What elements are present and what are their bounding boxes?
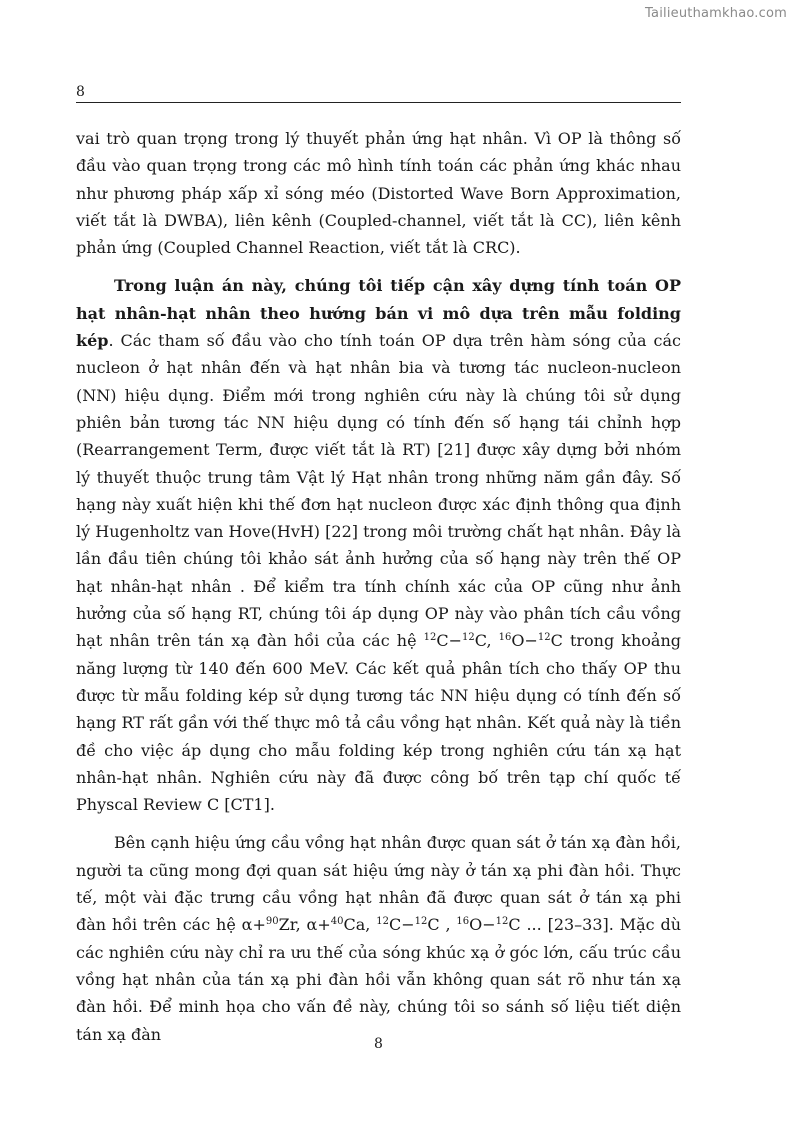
nucleus-symbol: Zr, bbox=[278, 915, 307, 935]
nucleus-symbol: α+ bbox=[306, 915, 331, 935]
mass-number: 12 bbox=[537, 632, 551, 644]
watermark: Tailieuthamkhao.com bbox=[645, 6, 787, 21]
mass-number: 16 bbox=[456, 916, 470, 928]
mass-number: 12 bbox=[414, 916, 428, 928]
paragraph-3 bbox=[76, 829, 681, 1047]
paragraph-2-text-end: C trong khoảng năng lượng từ 140 đến 600 MeV. Các kết quả phân tích cho thấy OP thu được từ mẫu folding kép sử dụng tương tác NN hiệu dụng có tính đến số hạng RT rất gần với thế thực mô tả cầu vồng hạt nhân. Kết quả này là tiền đề cho việc áp dụng cho mẫu folding kép trong nghiên cứu tán xạ hạt nhân-hạt nhân. Nghiên cứu này đã được công bố trên tạp chí quốc tế Physcal Review C [CT1]. bbox=[76, 631, 682, 815]
mass-number: 12 bbox=[376, 916, 389, 928]
nucleus-symbol: O− bbox=[511, 631, 538, 651]
mass-number: 90 bbox=[265, 916, 279, 928]
paragraph-1 bbox=[76, 125, 681, 261]
paragraph-2-bold-lead: Trong luận án này, chúng tôi tiếp cận xây dựng tính toán OP hạt nhân-hạt nhân theo hướng bán vi mô dựa trên mẫu folding kép bbox=[76, 276, 681, 351]
nucleus-symbol: Ca, bbox=[343, 915, 377, 935]
nucleus-symbol: C , bbox=[427, 915, 457, 935]
nucleus-symbol: α+ bbox=[241, 915, 266, 935]
mass-number: 40 bbox=[330, 916, 344, 928]
nucleus-symbol: C− bbox=[436, 631, 463, 651]
nucleus-symbol: C− bbox=[388, 915, 415, 935]
header-page-number: 8 bbox=[76, 84, 85, 100]
mass-number: 16 bbox=[498, 632, 512, 644]
paragraph-3-text-end: C ... [23–33]. Mặc dù các nghiên cứu này chỉ ra ưu thế của sóng khúc xạ ở góc lớn, cấu trúc cầu vồng hạt nhân của tán xạ phi đàn hồi vẫn không quan sát rõ như tán xạ đàn hồi. Để minh họa cho vấn đề này, chúng tôi so sánh số liệu tiết diện tán xạ đàn bbox=[76, 915, 681, 1044]
nucleus-symbol: C, bbox=[474, 631, 499, 651]
paragraph-1-text: vai trò quan trọng trong lý thuyết phản ứng hạt nhân. Vì OP là thông số đầu vào quan trọng trong các mô hình tính toán các phản ứng khác nhau như phương pháp xấp xỉ sóng méo (Distorted Wave Born Approximation, viết tắt là DWBA), liên kênh (Coupled-channel, viết tắt là CC), liên kênh phản ứng (Coupled Channel Reaction, viết tắt là CRC). bbox=[76, 129, 681, 258]
footer-page-number: 8 bbox=[374, 1036, 383, 1052]
body-text bbox=[76, 125, 681, 1059]
paragraph-2 bbox=[76, 272, 681, 818]
nucleus-symbol: O− bbox=[469, 915, 496, 935]
mass-number: 12 bbox=[423, 632, 437, 644]
mass-number: 12 bbox=[495, 916, 509, 928]
paragraph-2-text: . Các tham số đầu vào cho tính toán OP dựa trên hàm sóng của các nucleon ở hạt nhân đến và hạt nhân bia và tương tác nucleon-nucleon (NN) hiệu dụng. Điểm mới trong nghiên cứu này là chúng tôi sử dụng phiên bản tương tác NN hiệu dụng có tính đến số hạng tái chỉnh hợp (Rearrangement Term, được viết tắt là RT) [21] được xây dựng bởi nhóm lý thuyết thuộc trung tâm Vật lý Hạt nhân trong những năm gần đây. Số hạng này xuất hiện khi thế đơn hạt nucleon được xác định thông qua định lý Hugenholtz van Hove(HvH) [22] trong môi trường chất hạt nhân. Đây là lần đầu tiên chúng tôi khảo sát ảnh hưởng của số hạng này trên thế OP hạt nhân-hạt nhân . Để kiểm tra tính chính xác của OP cũng như ảnh hưởng của số hạng RT, chúng tôi áp dụng OP này vào phân tích cầu vồng hạt nhân trên tán xạ đàn hồi của các hệ bbox=[76, 331, 681, 651]
mass-number: 12 bbox=[462, 632, 475, 644]
paragraph-3-text: Bên cạnh hiệu ứng cầu vồng hạt nhân được quan sát ở tán xạ đàn hồi, người ta cũng mong đợi quan sát hiệu ứng này ở tán xạ phi đàn hồi. Thực tế, một vài đặc trưng cầu vồng hạt nhân đã được quan sát ở tán xạ phi đàn hồi trên các hệ bbox=[76, 833, 681, 935]
header-rule bbox=[76, 102, 681, 103]
